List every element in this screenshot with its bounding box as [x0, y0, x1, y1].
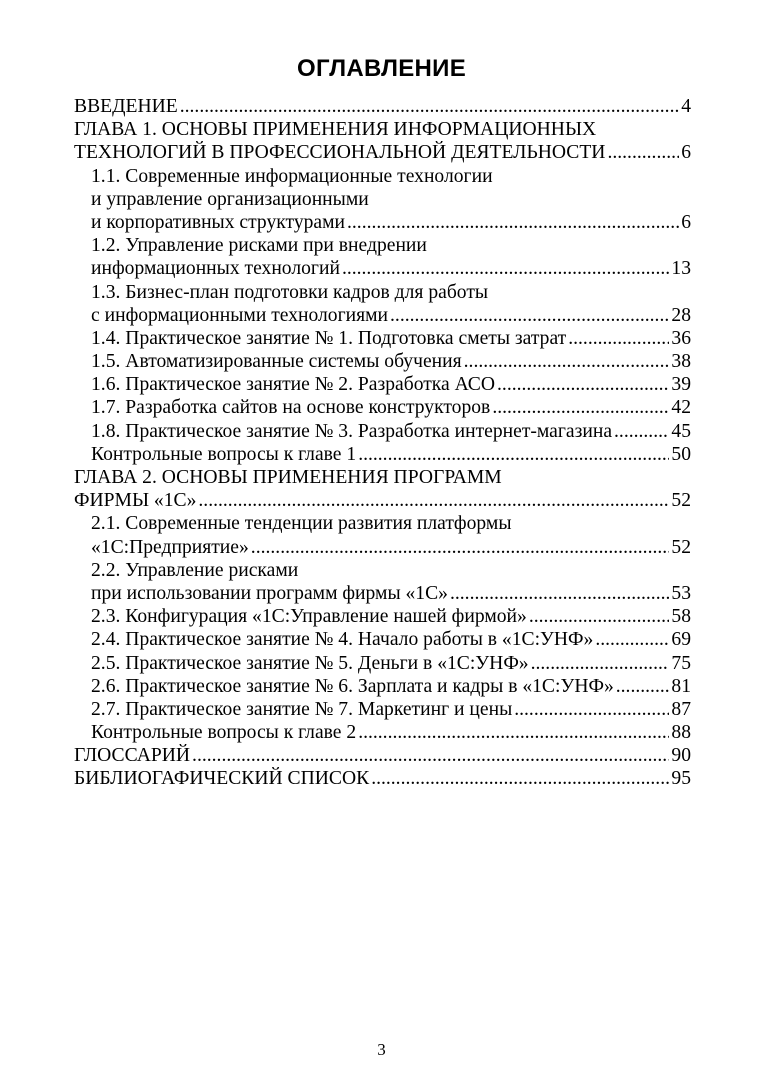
toc-page-number: 87 — [671, 698, 691, 720]
dot-leader — [390, 304, 669, 327]
dot-leader — [358, 443, 669, 466]
toc-section-2-6[interactable] — [74, 675, 691, 698]
toc-entry-text: 1.7. Разработка сайтов на основе конструкторов — [91, 397, 491, 419]
toc-entry-text: 1.8. Практическое занятие № 3. Разработка интернет-магазина — [91, 420, 613, 442]
toc-entry-text: 2.4. Практическое занятие № 4. Начало работы в «1С:УНФ» — [91, 629, 594, 651]
toc-entry-text: Контрольные вопросы к главе 2 — [91, 722, 357, 744]
toc-page-number: 52 — [671, 490, 691, 512]
dot-leader — [607, 141, 679, 164]
toc-entry-text: 2.7. Практическое занятие № 7. Маркетинг и цены — [91, 698, 513, 720]
toc-section-2-2-line-1[interactable]: 2.2. Управление рисками — [91, 559, 299, 581]
toc-entry-text: Контрольные вопросы к главе 1 — [91, 443, 357, 465]
dot-leader — [568, 327, 669, 350]
toc-page-number: 69 — [671, 629, 691, 651]
dot-leader — [180, 95, 679, 118]
dot-leader — [492, 396, 669, 419]
toc-section-1-3[interactable] — [74, 304, 691, 327]
dot-leader — [614, 420, 669, 443]
toc-chapter-1-title-line-1[interactable]: ГЛАВА 1. ОСНОВЫ ПРИМЕНЕНИЯ ИНФОРМАЦИОННЫХ — [74, 119, 597, 141]
toc-page-number: 39 — [671, 374, 691, 396]
dot-leader — [497, 373, 669, 396]
toc-page-number: 81 — [671, 675, 691, 697]
dot-leader — [251, 536, 670, 559]
toc-page-number: 6 — [681, 211, 691, 233]
toc-section-1-1-line-2[interactable]: и управление организационными — [91, 188, 369, 210]
toc-section-1-7[interactable] — [74, 396, 691, 419]
dot-leader — [531, 652, 670, 675]
dot-leader — [358, 721, 669, 744]
toc-section-1-1-line-1[interactable]: 1.1. Современные информационные технологии — [91, 165, 493, 187]
toc-chapter-2-title-line-1[interactable]: ГЛАВА 2. ОСНОВЫ ПРИМЕНЕНИЯ ПРОГРАММ — [74, 467, 502, 488]
toc-entry-text: «1С:Предприятие» — [91, 536, 249, 558]
toc-page-number: 4 — [681, 96, 691, 117]
toc-entry-text: 1.6. Практическое занятие № 2. Разработка АСО — [91, 374, 496, 396]
toc-page-number: 36 — [671, 327, 691, 349]
toc-entry-text: БИБЛИОГАФИЧЕСКИЙ СПИСОК — [74, 768, 370, 790]
toc-section-2-4[interactable] — [74, 628, 691, 651]
dot-leader — [371, 767, 669, 790]
toc-entry-glossary[interactable] — [74, 744, 691, 767]
toc-entry-text: 2.3. Конфигурация «1С:Управление нашей фирмой» — [91, 606, 527, 628]
toc-section-2-1-line-1[interactable]: 2.1. Современные тенденции развития платформы — [91, 513, 512, 535]
toc-entry-text: ВВЕДЕНИЕ — [74, 96, 178, 117]
toc-page-number: 75 — [671, 652, 691, 674]
toc-entry-text: ГЛОССАРИЙ — [74, 745, 191, 767]
toc-page-number: 6 — [681, 142, 691, 164]
dot-leader — [595, 628, 669, 651]
page-number: 3 — [377, 1040, 386, 1059]
toc-section-1-2-line-1[interactable]: 1.2. Управление рисками при внедрении — [91, 235, 427, 257]
toc-section-2-1[interactable] — [74, 536, 691, 559]
toc-section-2-2[interactable] — [74, 582, 691, 605]
toc-entry-text: и корпоративных структурами — [91, 211, 345, 233]
table-of-contents — [74, 95, 691, 791]
toc-chapter-2[interactable] — [74, 489, 691, 512]
toc-page-number: 58 — [671, 606, 691, 628]
toc-review-questions-1[interactable] — [74, 443, 691, 466]
toc-entry-introduction[interactable] — [74, 95, 691, 118]
toc-entry-bibliography[interactable] — [74, 767, 691, 790]
dot-leader — [347, 211, 679, 234]
toc-entry-text: 2.5. Практическое занятие № 5. Деньги в «1С:УНФ» — [91, 652, 529, 674]
toc-entry-text: при использовании программ фирмы «1С» — [91, 582, 448, 604]
toc-section-1-3-line-1[interactable]: 1.3. Бизнес-план подготовки кадров для работы — [91, 281, 489, 303]
toc-page-number: 38 — [671, 351, 691, 373]
toc-page-number: 50 — [671, 443, 691, 465]
toc-page-number: 45 — [671, 420, 691, 442]
toc-section-1-1[interactable] — [74, 211, 691, 234]
dot-leader — [616, 675, 670, 698]
toc-section-2-7[interactable] — [74, 698, 691, 721]
page-title: ОГЛАВЛЕНИЕ — [296, 55, 467, 82]
toc-entry-text: 2.6. Практическое занятие № 6. Зарплата и кадры в «1С:УНФ» — [91, 675, 614, 697]
toc-section-1-8[interactable] — [74, 420, 691, 443]
toc-page-number: 90 — [671, 745, 691, 767]
toc-chapter-1[interactable] — [74, 141, 691, 164]
toc-entry-text: ТЕХНОЛОГИЙ В ПРОФЕССИОНАЛЬНОЙ ДЕЯТЕЛЬНОСТИ — [74, 142, 606, 164]
dot-leader — [529, 605, 670, 628]
toc-section-2-3[interactable] — [74, 605, 691, 628]
toc-entry-text: 1.4. Практическое занятие № 1. Подготовка сметы затрат — [91, 327, 567, 349]
toc-section-1-2[interactable] — [74, 257, 691, 280]
toc-page-number: 53 — [671, 582, 691, 604]
toc-section-1-6[interactable] — [74, 373, 691, 396]
toc-entry-text: с информационными технологиями — [91, 304, 389, 326]
dot-leader — [342, 257, 669, 280]
toc-entry-text: 1.5. Автоматизированные системы обучения — [91, 351, 462, 373]
toc-section-2-5[interactable] — [74, 652, 691, 675]
toc-page-number: 95 — [671, 768, 691, 790]
toc-section-1-4[interactable] — [74, 327, 691, 350]
toc-page-number: 42 — [671, 397, 691, 419]
toc-review-questions-2[interactable] — [74, 721, 691, 744]
dot-leader — [450, 582, 669, 605]
toc-entry-text: ФИРМЫ «1С» — [74, 490, 197, 512]
toc-section-1-5[interactable] — [74, 350, 691, 373]
toc-page-number: 13 — [671, 258, 691, 280]
dot-leader — [192, 744, 669, 767]
toc-page-number: 88 — [671, 722, 691, 744]
toc-page-number: 52 — [671, 536, 691, 558]
dot-leader — [198, 489, 669, 512]
dot-leader — [514, 698, 669, 721]
toc-page-number: 28 — [671, 304, 691, 326]
dot-leader — [464, 350, 670, 373]
toc-entry-text: информационных технологий — [91, 258, 340, 280]
